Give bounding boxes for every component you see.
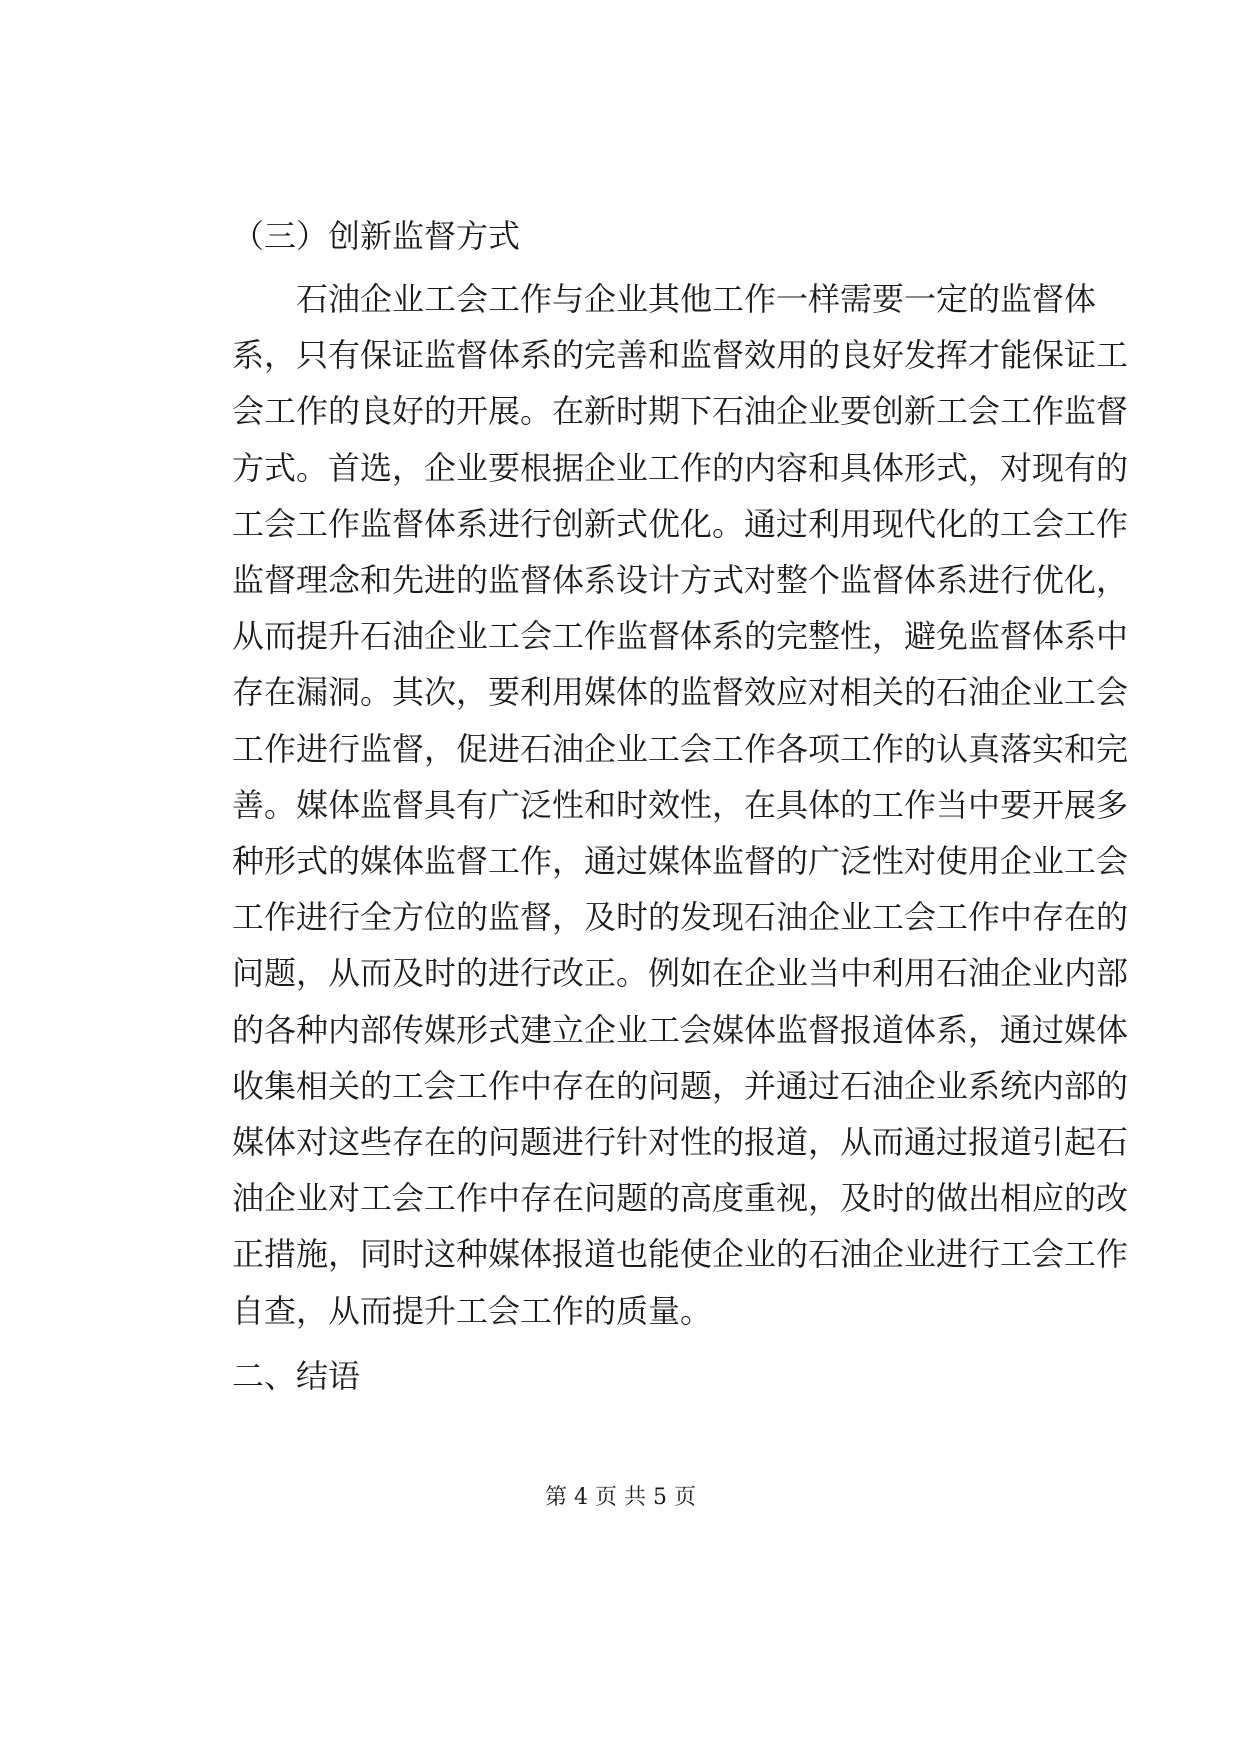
paragraph-line: 的各种内部传媒形式建立企业工会媒体监督报道体系，通过媒体: [232, 1011, 1129, 1049]
paragraph-line: 存在漏洞。其次，要利用媒体的监督效应对相关的石油企业工会: [232, 673, 1129, 711]
paragraph-line: 监督理念和先进的监督体系设计方式对整个监督体系进行优化，: [232, 561, 1129, 599]
page-footer: 第 4 页 共 5 页: [545, 1485, 696, 1510]
paragraph-line: 自查，从而提升工会工作的质量。: [232, 1292, 713, 1330]
paragraph-line: 收集相关的工会工作中存在的问题，并通过石油企业系统内部的: [232, 1067, 1129, 1105]
paragraph-line: 油企业对工会工作中存在问题的高度重视，及时的做出相应的改: [232, 1179, 1129, 1217]
paragraph-line: 问题，从而及时的进行改正。例如在企业当中利用石油企业内部: [232, 954, 1129, 992]
paragraph-line: 工会工作监督体系进行创新式优化。通过利用现代化的工会工作: [232, 505, 1129, 543]
paragraph-line: 种形式的媒体监督工作，通过媒体监督的广泛性对使用企业工会: [232, 842, 1129, 880]
paragraph-line: 方式。首选，企业要根据企业工作的内容和具体形式，对现有的: [232, 449, 1129, 487]
paragraph-line: 系，只有保证监督体系的完善和监督效用的良好发挥才能保证工: [232, 336, 1129, 374]
section-heading: （三）创新监督方式: [232, 217, 521, 255]
paragraph-line: 从而提升石油企业工会工作监督体系的完整性，避免监督体系中: [232, 617, 1129, 655]
paragraph-line: 会工作的良好的开展。在新时期下石油企业要创新工会工作监督: [232, 392, 1129, 430]
paragraph-line: 工作进行监督，促进石油企业工会工作各项工作的认真落实和完: [232, 730, 1129, 768]
paragraph-line: 善。媒体监督具有广泛性和时效性，在具体的工作当中要开展多: [232, 786, 1129, 824]
paragraph-line: 工作进行全方位的监督，及时的发现石油企业工会工作中存在的: [232, 898, 1129, 936]
conclusion-heading: 二、结语: [232, 1357, 361, 1395]
paragraph-line: 石油企业工会工作与企业其他工作一样需要一定的监督体: [296, 280, 1097, 318]
paragraph-line: 正措施，同时这种媒体报道也能使企业的石油企业进行工会工作: [232, 1235, 1129, 1273]
paragraph-line: 媒体对这些存在的问题进行针对性的报道，从而通过报道引起石: [232, 1123, 1129, 1161]
